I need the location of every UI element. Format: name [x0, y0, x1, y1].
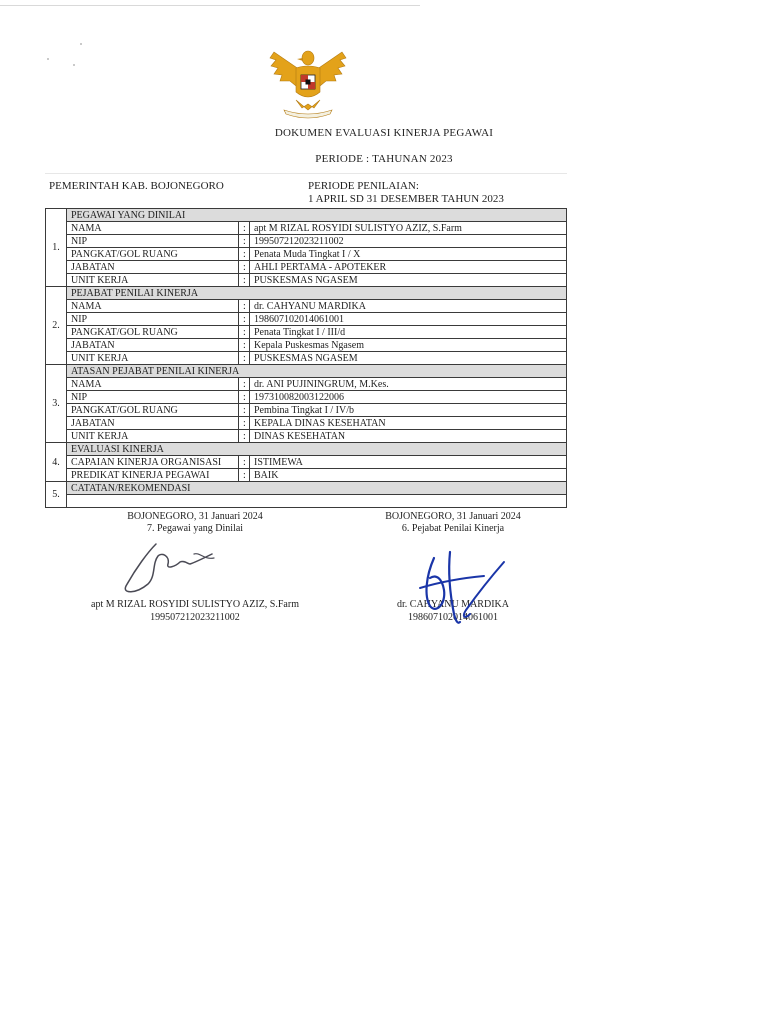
field-value: 199507212023211002 — [250, 235, 567, 248]
right-signature-nip: 198607102014061001 — [408, 612, 498, 623]
agency-name: PEMERINTAH KAB. BOJONEGORO — [49, 180, 224, 192]
field-label: NAMA — [67, 378, 239, 391]
field-value: dr. ANI PUJININGRUM, M.Kes. — [250, 378, 567, 391]
table-row — [46, 313, 567, 326]
table-row — [46, 300, 567, 313]
field-colon: : — [239, 404, 250, 417]
field-label: JABATAN — [67, 339, 239, 352]
field-colon: : — [239, 378, 250, 391]
field-value: KEPALA DINAS KESEHATAN — [250, 417, 567, 430]
field-value: Penata Tingkat I / III/d — [250, 326, 567, 339]
left-signature-nip: 199507212023211002 — [150, 612, 240, 623]
table-row — [46, 222, 567, 235]
section-title: CATATAN/REKOMENDASI — [67, 482, 567, 495]
field-label: UNIT KERJA — [67, 352, 239, 365]
field-colon: : — [239, 339, 250, 352]
right-signature-place-date: BOJONEGORO, 31 Januari 2024 — [385, 511, 521, 522]
table-row — [46, 378, 567, 391]
field-colon: : — [239, 456, 250, 469]
field-value: apt M RIZAL ROSYIDI SULISTYO AZIZ, S.Farm — [250, 222, 567, 235]
field-colon: : — [239, 261, 250, 274]
document-period: PERIODE : TAHUNAN 2023 — [315, 153, 453, 165]
right-signature-role: 6. Pejabat Penilai Kinerja — [401, 523, 505, 534]
field-value: Pembina Tingkat I / IV/b — [250, 404, 567, 417]
left-signature-role: 7. Pegawai yang Dinilai — [146, 523, 244, 534]
field-colon: : — [239, 222, 250, 235]
field-label: NIP — [67, 313, 239, 326]
field-value: AHLI PERTAMA - APOTEKER — [250, 261, 567, 274]
section-header-row — [46, 287, 567, 300]
field-value: PUSKESMAS NGASEM — [250, 352, 567, 365]
right-signature-name: dr. CAHYANU MARDIKA — [397, 599, 509, 610]
table-row — [46, 430, 567, 443]
section-header-row — [46, 482, 567, 495]
header-divider — [45, 173, 567, 174]
table-row — [46, 248, 567, 261]
table-row — [46, 469, 567, 482]
field-colon: : — [239, 469, 250, 482]
field-colon: : — [239, 430, 250, 443]
field-label: NAMA — [67, 300, 239, 313]
garuda-pancasila-emblem-icon — [266, 44, 350, 120]
field-label: UNIT KERJA — [67, 274, 239, 287]
field-value: BAIK — [250, 469, 567, 482]
scan-speck — [47, 58, 49, 60]
section-number: 5. — [46, 482, 67, 508]
field-label: CAPAIAN KINERJA ORGANISASI — [67, 456, 239, 469]
section-header-row — [46, 365, 567, 378]
field-colon: : — [239, 248, 250, 261]
field-label: NIP — [67, 391, 239, 404]
section-number: 4. — [46, 443, 67, 482]
evaluation-table — [45, 208, 567, 508]
right-handwritten-signature — [400, 548, 510, 628]
left-signature-name: apt M RIZAL ROSYIDI SULISTYO AZIZ, S.Farm — [91, 599, 299, 610]
field-colon: : — [239, 235, 250, 248]
field-value: PUSKESMAS NGASEM — [250, 274, 567, 287]
field-label: PREDIKAT KINERJA PEGAWAI — [67, 469, 239, 482]
field-label: PANGKAT/GOL RUANG — [67, 404, 239, 417]
field-colon: : — [239, 391, 250, 404]
section-number: 3. — [46, 365, 67, 443]
field-colon: : — [239, 313, 250, 326]
section-title: PEGAWAI YANG DINILAI — [67, 209, 567, 222]
field-label: PANGKAT/GOL RUANG — [67, 326, 239, 339]
field-value: Kepala Puskesmas Ngasem — [250, 339, 567, 352]
field-colon: : — [239, 274, 250, 287]
field-label: UNIT KERJA — [67, 430, 239, 443]
field-colon: : — [239, 352, 250, 365]
field-value: DINAS KESEHATAN — [250, 430, 567, 443]
section-header-row — [46, 443, 567, 456]
left-handwritten-signature — [118, 538, 228, 600]
section-title: EVALUASI KINERJA — [67, 443, 567, 456]
field-label: NIP — [67, 235, 239, 248]
table-row — [46, 417, 567, 430]
field-value: 198607102014061001 — [250, 313, 567, 326]
document-title: DOKUMEN EVALUASI KINERJA PEGAWAI — [274, 127, 494, 139]
field-value: ISTIMEWA — [250, 456, 567, 469]
field-label: JABATAN — [67, 261, 239, 274]
scan-top-edge-line — [0, 5, 420, 6]
assessment-period-label: PERIODE PENILAIAN: — [308, 180, 419, 192]
table-row — [46, 326, 567, 339]
field-label: PANGKAT/GOL RUANG — [67, 248, 239, 261]
field-colon: : — [239, 417, 250, 430]
section-header-row — [46, 209, 567, 222]
table-row — [46, 235, 567, 248]
section-number: 1. — [46, 209, 67, 287]
field-value: Penata Muda Tingkat I / X — [250, 248, 567, 261]
field-value: dr. CAHYANU MARDIKA — [250, 300, 567, 313]
field-colon: : — [239, 326, 250, 339]
field-colon: : — [239, 300, 250, 313]
table-row — [46, 456, 567, 469]
section-number: 2. — [46, 287, 67, 365]
table-row — [46, 261, 567, 274]
scan-speck — [80, 43, 82, 45]
table-row — [46, 391, 567, 404]
field-value: 197310082003122006 — [250, 391, 567, 404]
scan-speck — [73, 64, 75, 66]
assessment-period-value: 1 APRIL SD 31 DESEMBER TAHUN 2023 — [308, 193, 504, 205]
notes-empty-row — [46, 495, 567, 508]
table-row — [46, 352, 567, 365]
table-row — [46, 274, 567, 287]
section-title: ATASAN PEJABAT PENILAI KINERJA — [67, 365, 567, 378]
table-row — [46, 404, 567, 417]
field-label: JABATAN — [67, 417, 239, 430]
left-signature-place-date: BOJONEGORO, 31 Januari 2024 — [127, 511, 263, 522]
notes-content-cell — [67, 495, 567, 508]
field-label: NAMA — [67, 222, 239, 235]
section-title: PEJABAT PENILAI KINERJA — [67, 287, 567, 300]
table-row — [46, 339, 567, 352]
